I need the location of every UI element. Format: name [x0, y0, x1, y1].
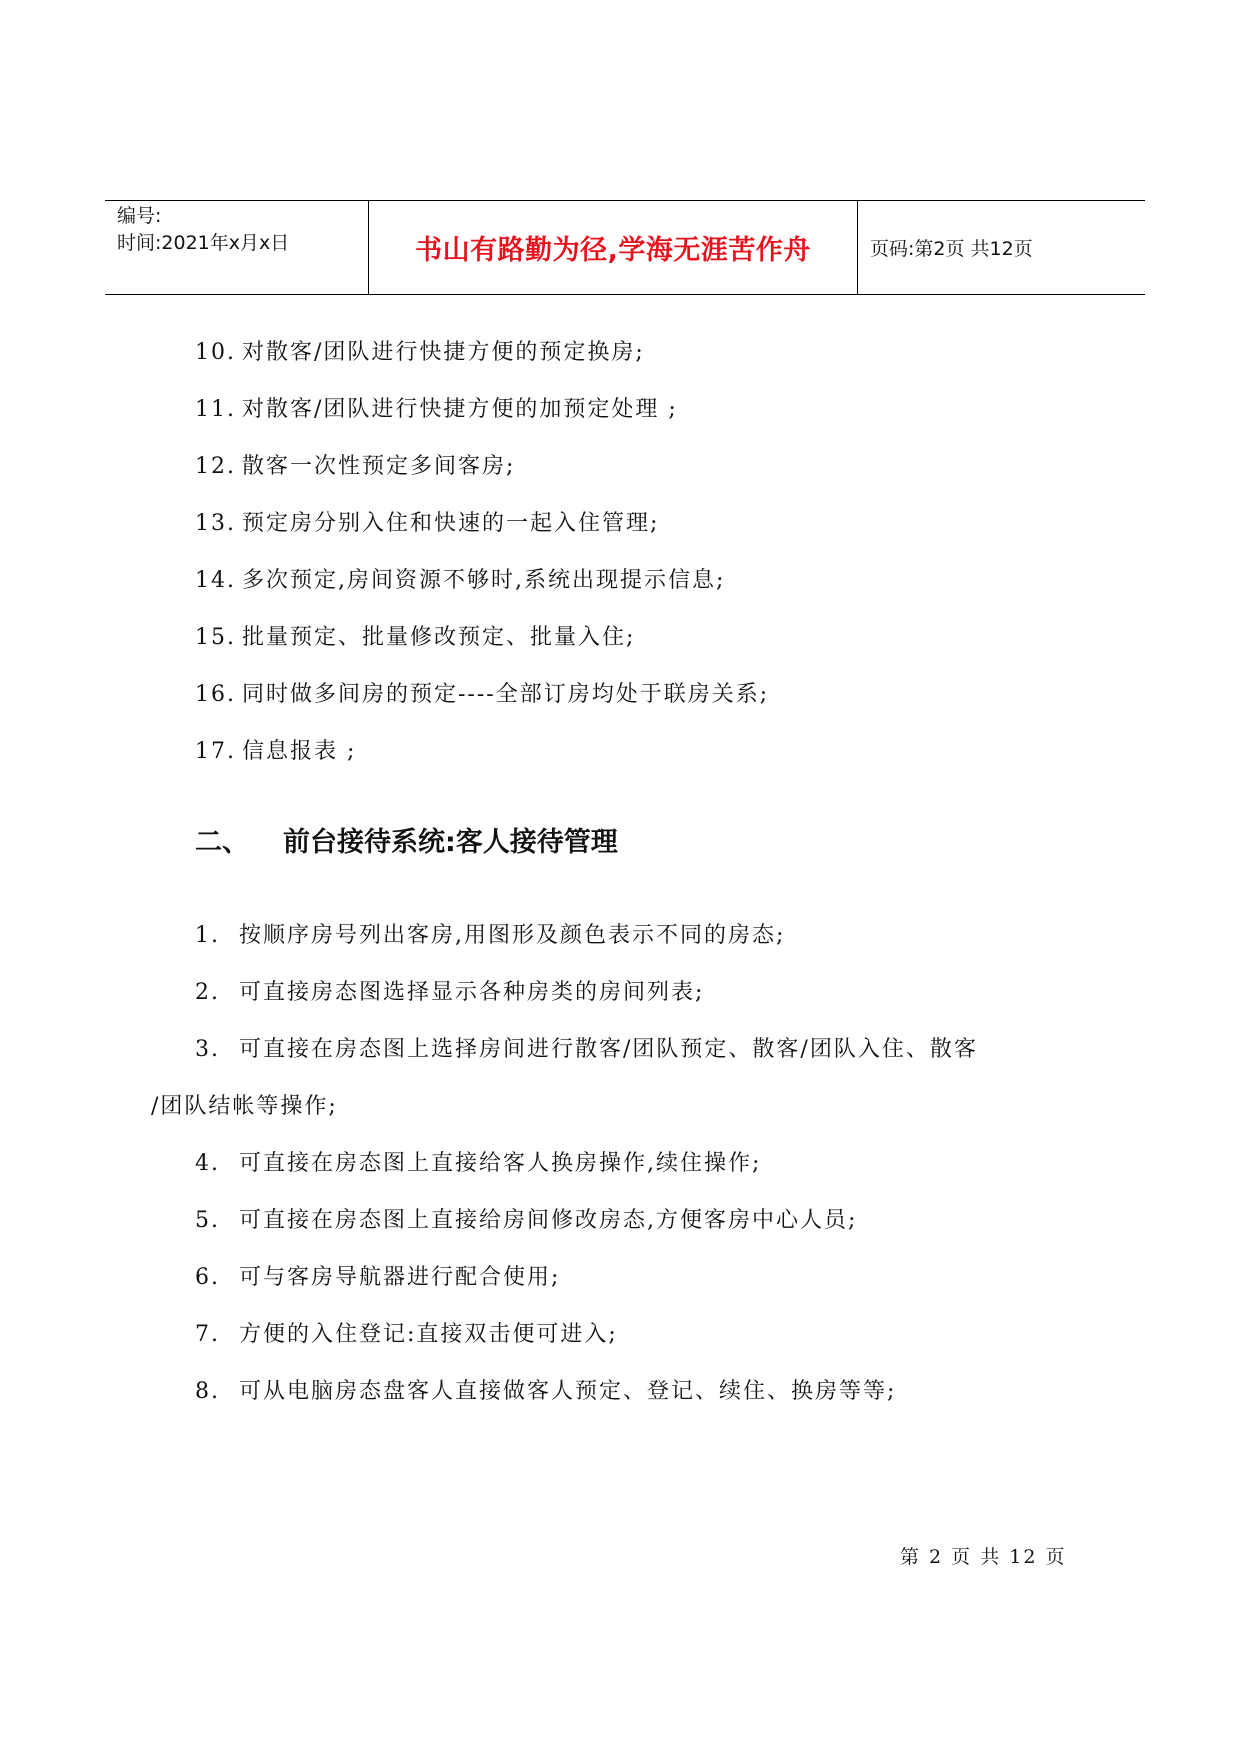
list-item-number: 1. [195, 923, 220, 948]
front-desk-feature-list [151, 907, 978, 1420]
document-header [105, 200, 1145, 295]
list-item-text: 对散客/团队进行快捷方便的加预定处理 ; [242, 397, 678, 422]
list-item-number: 3. [195, 1037, 220, 1062]
list-item-text: 可直接在房态图上选择房间进行散客/团队预定、散客/团队入住、散客 [239, 1037, 978, 1062]
list-item-number: 7. [195, 1322, 220, 1347]
list-item-number: 2. [195, 980, 220, 1005]
list-item-number: 13. [195, 511, 236, 536]
page-footer: 第 2 页 共 12 页 [900, 1546, 1067, 1568]
list-item-number: 10. [195, 340, 236, 365]
list-item-text: 批量预定、批量修改预定、批量入住; [242, 625, 636, 650]
section-number: 二、 [195, 827, 249, 858]
list-item-text: 可直接在房态图上直接给房间修改房态,方便客房中心人员; [239, 1208, 858, 1233]
section-title-text: 前台接待系统:客人接待管理 [283, 827, 618, 858]
list-item-number: 16. [195, 682, 236, 707]
list-item [195, 1363, 978, 1420]
list-item-continuation [151, 1078, 978, 1135]
list-item-number: 5. [195, 1208, 220, 1233]
list-item [195, 1021, 978, 1078]
list-item-text: 按顺序房号列出客房,用图形及颜色表示不同的房态; [239, 923, 786, 948]
list-item [195, 907, 978, 964]
list-item [195, 723, 769, 780]
list-item-text: /团队结帐等操作; [151, 1094, 338, 1119]
list-item-text: 可与客房导航器进行配合使用; [239, 1265, 561, 1290]
list-item-number: 14. [195, 568, 236, 593]
list-item [195, 964, 978, 1021]
header-page-info: 页码:第2页 共12页 [870, 238, 1033, 260]
list-item-text: 信息报表 ; [242, 739, 357, 764]
list-item-number: 12. [195, 454, 236, 479]
list-item [195, 609, 769, 666]
list-item-text: 方便的入住登记:直接双击便可进入; [239, 1322, 618, 1347]
list-item-number: 17. [195, 739, 236, 764]
list-item [195, 438, 769, 495]
list-item-text: 可直接房态图选择显示各种房类的房间列表; [239, 980, 705, 1005]
list-item [195, 1192, 978, 1249]
reservation-feature-list [195, 324, 769, 780]
list-item [195, 324, 769, 381]
list-item-number: 15. [195, 625, 236, 650]
list-item [195, 1306, 978, 1363]
list-item [195, 381, 769, 438]
list-item-text: 预定房分别入住和快速的一起入住管理; [242, 511, 660, 536]
list-item-number: 8. [195, 1379, 220, 1404]
list-item-text: 多次预定,房间资源不够时,系统出现提示信息; [242, 568, 726, 593]
document-time-label: 时间:2021年x月x日 [117, 232, 290, 254]
list-item-text: 散客一次性预定多间客房; [242, 454, 516, 479]
list-item-text: 同时做多间房的预定----全部订房均处于联房关系; [242, 682, 770, 707]
header-motto: 书山有路勤为径,学海无涯苦作舟 [415, 235, 811, 266]
list-item-text: 可直接在房态图上直接给客人换房操作,续住操作; [239, 1151, 762, 1176]
section-heading [195, 820, 618, 859]
list-item-number: 6. [195, 1265, 220, 1290]
header-motto-cell [369, 201, 858, 294]
header-meta [105, 201, 369, 294]
list-item [195, 666, 769, 723]
list-item [195, 552, 769, 609]
list-item-number: 11. [195, 397, 236, 422]
list-item-number: 4. [195, 1151, 220, 1176]
list-item-text: 可从电脑房态盘客人直接做客人预定、登记、续住、换房等等; [239, 1379, 897, 1404]
list-item [195, 495, 769, 552]
list-item [195, 1135, 978, 1192]
list-item-text: 对散客/团队进行快捷方便的预定换房; [242, 340, 645, 365]
list-item [195, 1249, 978, 1306]
document-number-label: 编号: [117, 205, 162, 227]
